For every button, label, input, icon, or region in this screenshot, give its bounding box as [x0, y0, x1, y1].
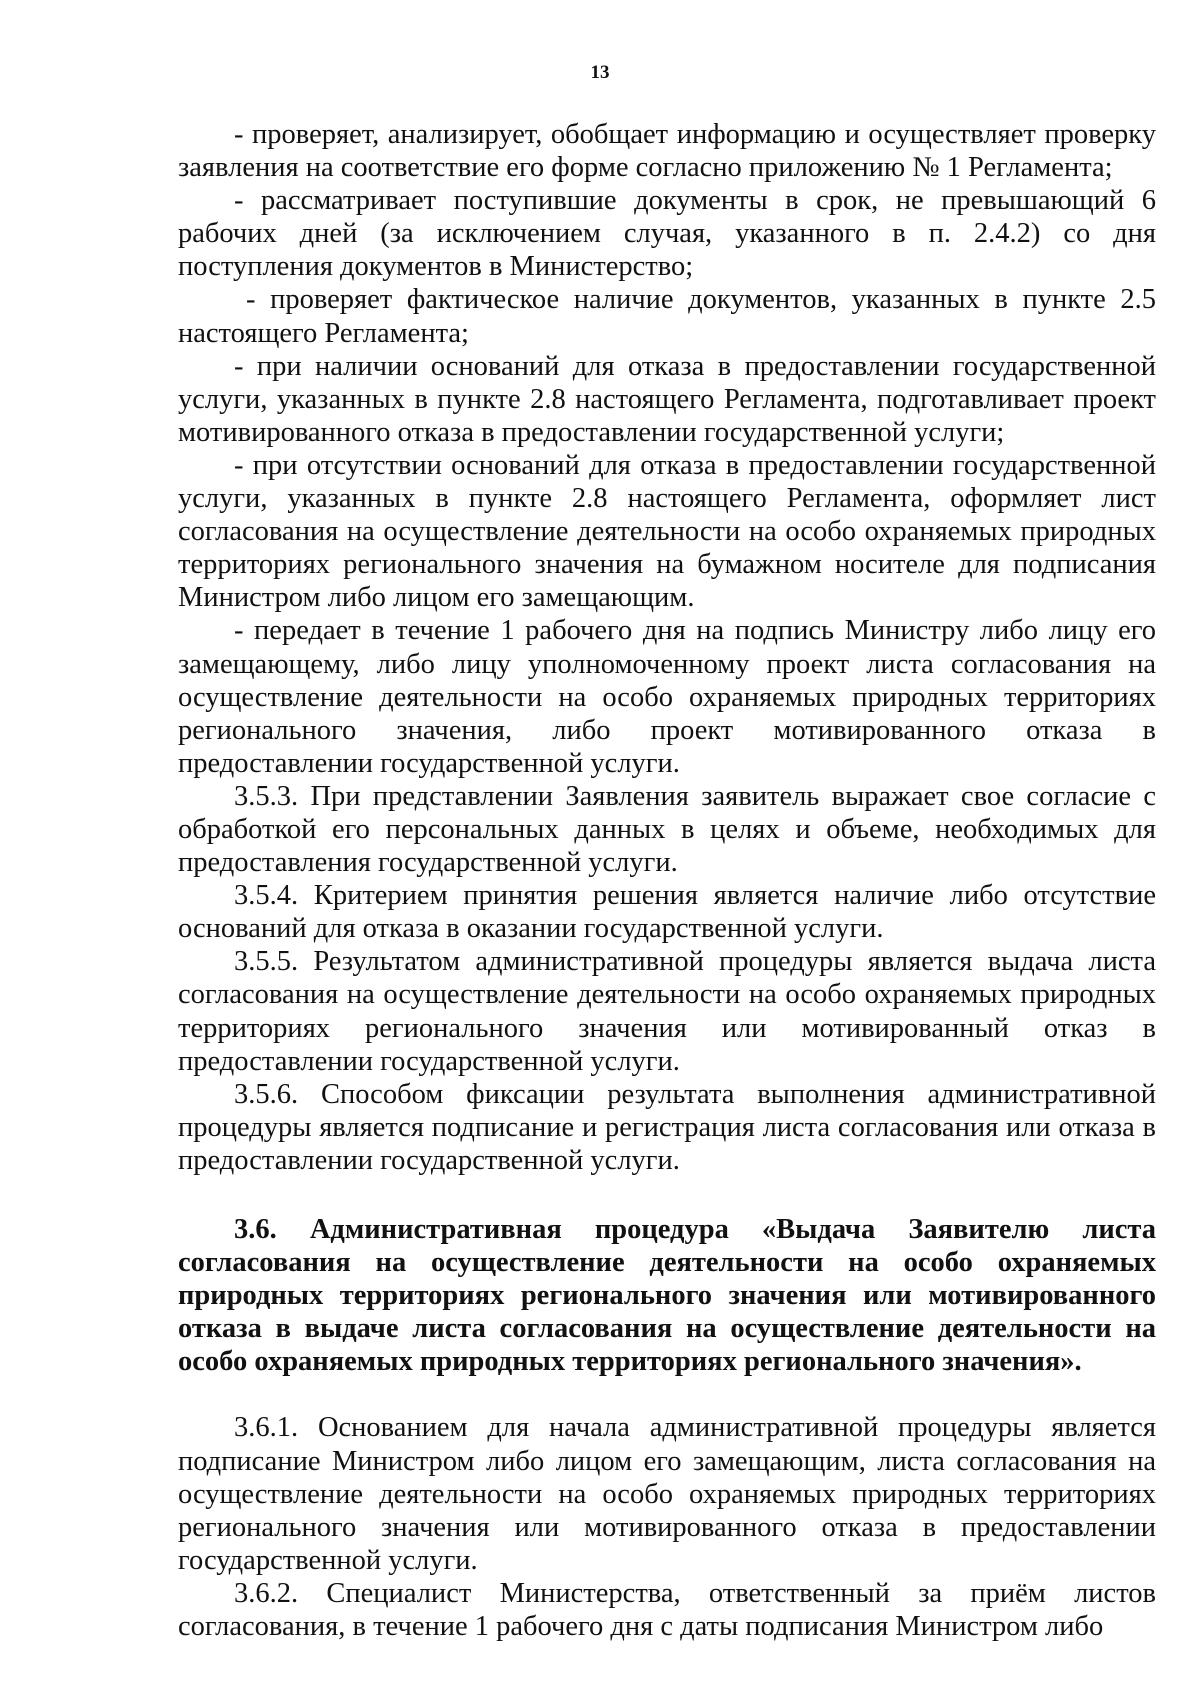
document-body [178, 118, 1156, 1643]
paragraph-transfer-signature: - передает в течение 1 рабочего дня на подпись Министру либо лицу его замещающему, либо лицу уполномоченному проект листа согласования на осуществление деятельности на особо охраняемых природных территориях регионального значения, либо проект мотивированного отказа в предоставлении государственной услуги. [178, 615, 1156, 779]
paragraph-3-5-3: 3.5.3. При представлении Заявления заявитель выражает свое согласие с обработкой его персональных данных в целях и объеме, необходимых для предоставления государственной услуги. [178, 780, 1156, 879]
section-heading-3-6: 3.6. Административная процедура «Выдача Заявителю листа согласования на осуществление деятельности на особо охраняемых природных территориях регионального значения или мотивированного отказа в выдаче листа согласования на осуществление деятельности на особо охраняемых природных территориях регионального значения». [178, 1214, 1156, 1378]
page-number: 13 [590, 62, 610, 83]
paragraph-review-documents: - рассматривает поступившие документы в срок, не превышающий 6 рабочих дней (за исключением случая, указанного в п. 2.4.2) со дня поступления документов в Министерство; [178, 185, 1156, 283]
paragraph-3-5-4: 3.5.4. Критерием принятия решения является наличие либо отсутствие оснований для отказа в оказании государственной услуги. [178, 880, 1156, 945]
paragraph-verify-documents: - проверяет фактическое наличие документов, указанных в пункте 2.5 настоящего Регламента; [178, 284, 1156, 349]
paragraph-approval-sheet: - при отсутствии оснований для отказа в предоставлении государственной услуги, указанных в пункте 2.8 настоящего Регламента, оформляет лист согласования на осуществление деятельности на особо охраняемых природных территориях регионального значения на бумажном носителе для подписания Министром либо лицом его замещающим. [178, 449, 1156, 614]
paragraph-check-application: - проверяет, анализирует, обобщает информацию и осуществляет проверку заявления на соответствие его форме согласно приложению № 1 Регламента; [178, 119, 1156, 184]
paragraph-3-5-5: 3.5.5. Результатом административной процедуры является выдача листа согласования на осуществление деятельности на особо охраняемых природных территориях регионального значения или мотивированный отказ в предоставлении государственной услуги. [178, 946, 1156, 1077]
paragraph-3-6-1: 3.6.1. Основанием для начала административной процедуры является подписание Министром либо лицом его замещающим, листа согласования на осуществление деятельности на особо охраняемых природных территориях регионального значения или мотивированного отказа в предоставлении государственной услуги. [178, 1412, 1156, 1576]
paragraph-3-6-2: 3.6.2. Специалист Министерства, ответственный за приём листов согласования, в течение 1 рабочего дня с даты подписания Министром либо [178, 1577, 1156, 1643]
paragraph-3-5-6: 3.5.6. Способом фиксации результата выполнения административной процедуры является подписание и регистрация листа согласования или отказа в предоставлении государственной услуги. [178, 1078, 1156, 1176]
paragraph-refusal-grounds: - при наличии оснований для отказа в предоставлении государственной услуги, указанных в пункте 2.8 настоящего Регламента, подготавливает проект мотивированного отказа в предоставлении государственной услуги; [178, 350, 1156, 448]
